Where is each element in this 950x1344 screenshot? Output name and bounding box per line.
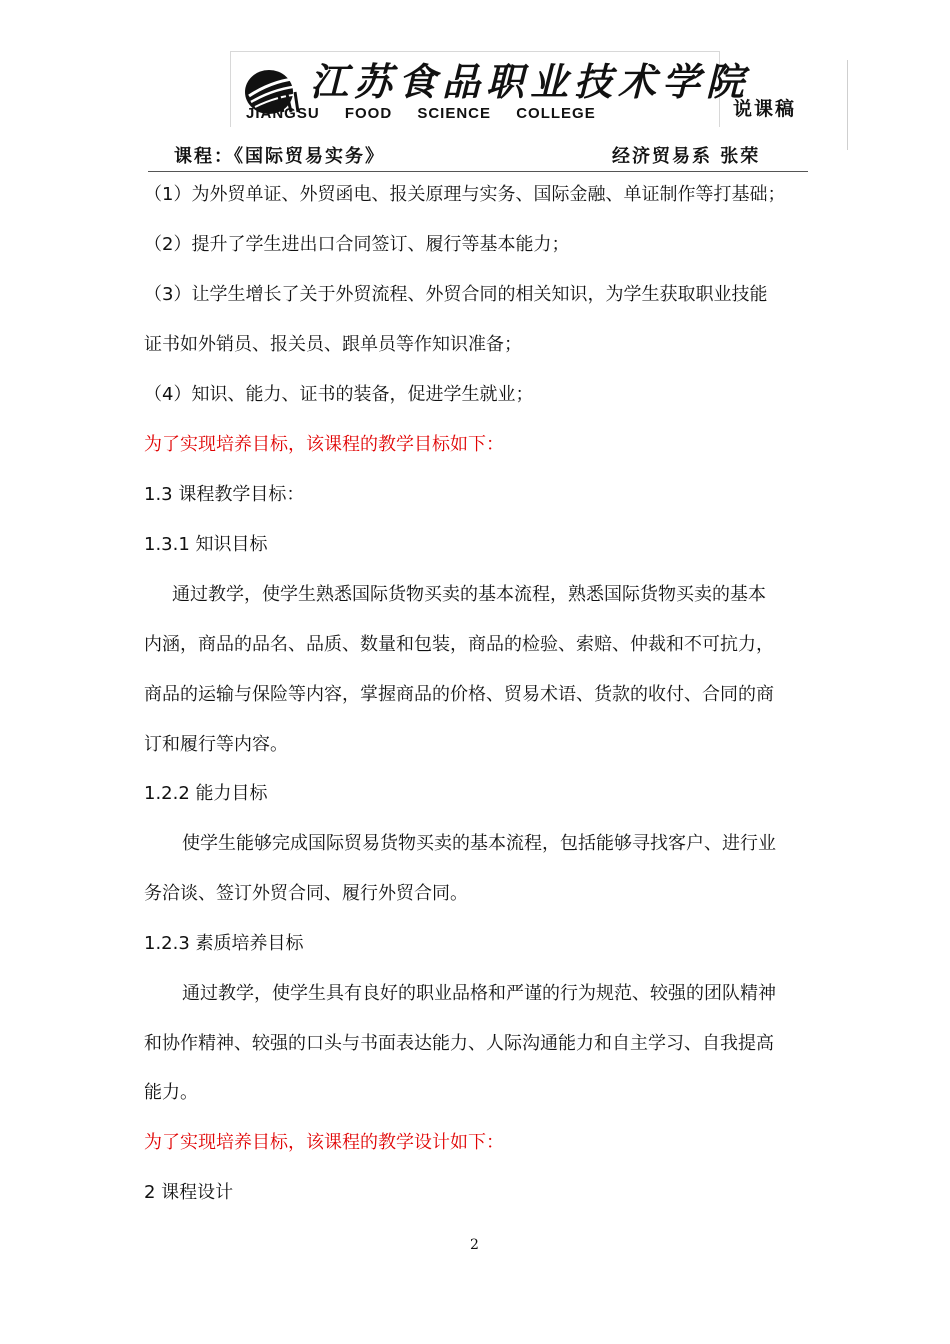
- paragraph-line: 商品的运输与保险等内容，掌握商品的价格、贸易术语、货款的收付、合同的商: [144, 684, 774, 705]
- list-item: （1）为外贸单证、外贸函电、报关原理与实务、国际金融、单证制作等打基础；: [144, 184, 786, 205]
- list-item: （2）提升了学生进出口合同签订、履行等基本能力；: [144, 234, 570, 255]
- subsection-heading: 1.2.3 素质培养目标: [144, 933, 304, 954]
- document-type: 说课稿: [733, 98, 797, 120]
- college-name-chinese: 江苏食品职业技术学院: [310, 59, 751, 104]
- highlighted-statement: 为了实现培养目标，该课程的教学目标如下：: [144, 434, 504, 455]
- list-item-continued: 证书如外销员、报关员、跟单员等作知识准备；: [144, 334, 522, 355]
- paragraph-line: 内涵，商品的品名、品质、数量和包装，商品的检验、索赔、仲裁和不可抗力，: [144, 634, 774, 655]
- paragraph-line: 能力。: [144, 1082, 198, 1103]
- course-title: 课程：《国际贸易实务》: [174, 146, 385, 167]
- subsection-heading: 1.2.2 能力目标: [144, 783, 268, 804]
- paragraph-line: 使学生能够完成国际贸易货物买卖的基本流程，包括能够寻找客户、进行业: [182, 833, 776, 854]
- paragraph-line: 通过教学，使学生熟悉国际货物买卖的基本流程，熟悉国际货物买卖的基本: [172, 584, 766, 605]
- college-name-english: JIANGSU FOOD SCIENCE COLLEGE: [246, 105, 596, 122]
- header-rule: [148, 171, 808, 172]
- section-heading: 2 课程设计: [144, 1182, 234, 1203]
- paragraph-line: 订和履行等内容。: [144, 734, 288, 755]
- paragraph-line: 务洽谈、签订外贸合同、履行外贸合同。: [144, 883, 468, 904]
- list-item: （3）让学生增长了关于外贸流程、外贸合同的相关知识，为学生获取职业技能: [144, 284, 768, 305]
- department-author: 经济贸易系 张荣: [612, 146, 761, 167]
- header-divider: [847, 60, 848, 150]
- highlighted-statement: 为了实现培养目标，该课程的教学设计如下：: [144, 1132, 504, 1153]
- section-heading: 1.3 课程教学目标：: [144, 484, 305, 505]
- page-number: 2: [470, 1237, 479, 1253]
- list-item: （4）知识、能力、证书的装备，促进学生就业；: [144, 384, 534, 405]
- paragraph-line: 和协作精神、较强的口头与书面表达能力、人际沟通能力和自主学习、自我提高: [144, 1033, 774, 1054]
- paragraph-line: 通过教学，使学生具有良好的职业品格和严谨的行为规范、较强的团队精神: [182, 983, 776, 1004]
- subsection-heading: 1.3.1 知识目标: [144, 534, 268, 555]
